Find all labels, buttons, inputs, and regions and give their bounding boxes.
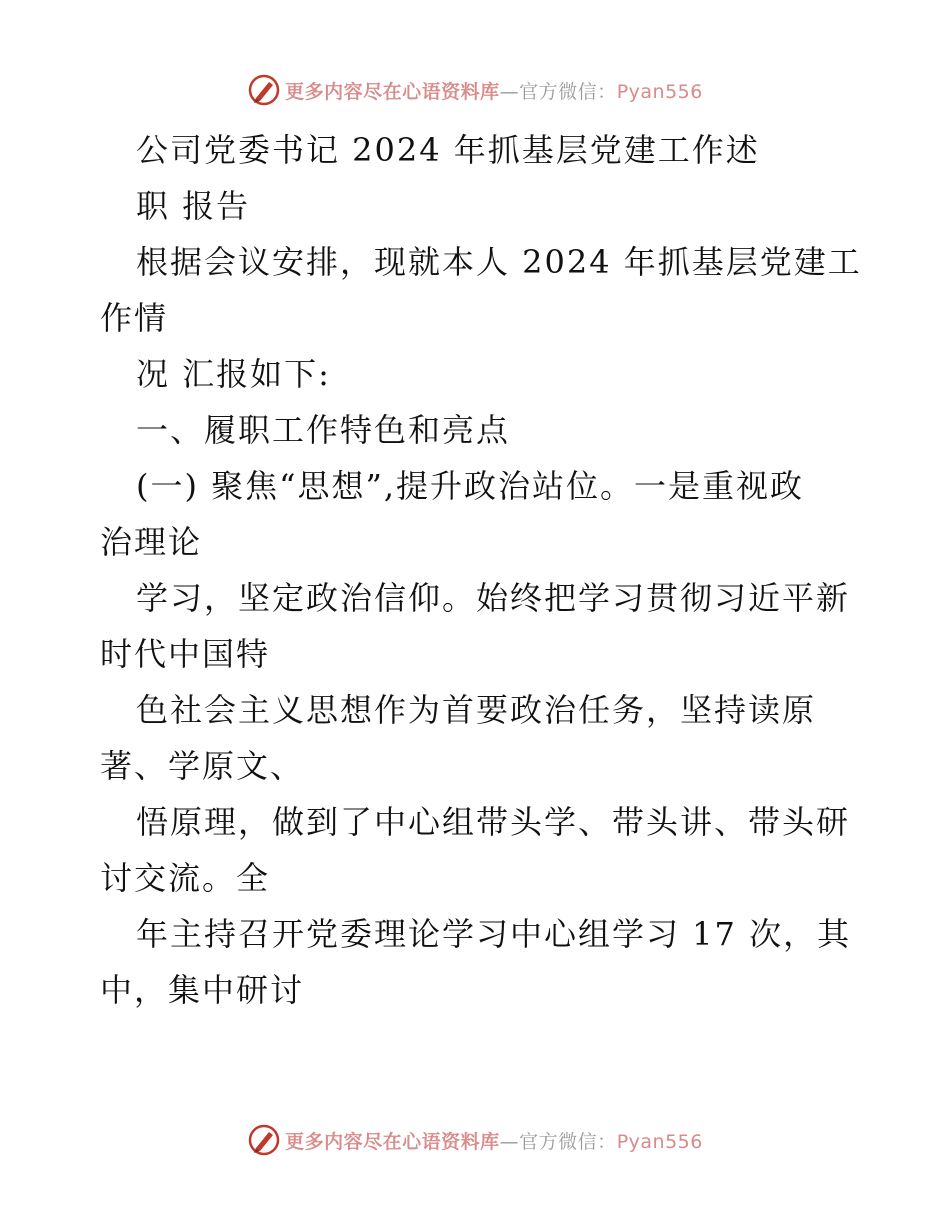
paragraph-line: 作情 (100, 299, 169, 337)
watermark-wechat-id: Pyan556 (616, 80, 703, 103)
watermark-site-name: 更多内容尽在心语资料库 (285, 80, 500, 103)
paragraph-line: 讨交流。全 (100, 859, 271, 897)
watermark-text (285, 1127, 703, 1154)
watermark-wechat-id: Pyan556 (616, 1130, 703, 1153)
paragraph-line: 中，集中研讨 (100, 971, 305, 1009)
document-title-line-2: 职 报告 (136, 187, 251, 225)
paragraph-line: 年主持召开党委理论学习中心组学习 17 次，其 (136, 915, 852, 953)
pen-logo-icon (247, 1123, 281, 1157)
paragraph-line: 学习，坚定政治信仰。始终把学习贯彻习近平新 (136, 579, 851, 617)
header-watermark (0, 70, 950, 110)
footer-watermark (0, 1120, 950, 1160)
paragraph-line: 治理论 (100, 523, 203, 561)
watermark-wechat-label: —官方微信： (499, 1130, 617, 1153)
paragraph-line: 悟原理，做到了中心组带头学、带头讲、带头研 (136, 803, 851, 841)
document-body (100, 122, 860, 1018)
watermark-text (285, 77, 703, 104)
watermark-site-name: 更多内容尽在心语资料库 (285, 1130, 500, 1153)
paragraph-line: 根据会议安排，现就本人 2024 年抓基层党建工 (136, 243, 862, 281)
paragraph-line: 况 汇报如下: (136, 355, 331, 393)
paragraph-line: 时代中国特 (100, 635, 271, 673)
paragraph-line: 著、学原文、 (100, 747, 305, 785)
paragraph-line: (一) 聚焦“思想”,提升政治站位。一是重视政 (136, 467, 805, 505)
paragraph-line: 色社会主义思想作为首要政治任务，坚持读原 (136, 691, 817, 729)
section-heading: 一、履职工作特色和亮点 (136, 411, 511, 449)
watermark-wechat-label: —官方微信： (499, 80, 617, 103)
document-title-line-1: 公司党委书记 2024 年抓基层党建工作述 (136, 131, 760, 169)
pen-logo-icon (247, 73, 281, 107)
